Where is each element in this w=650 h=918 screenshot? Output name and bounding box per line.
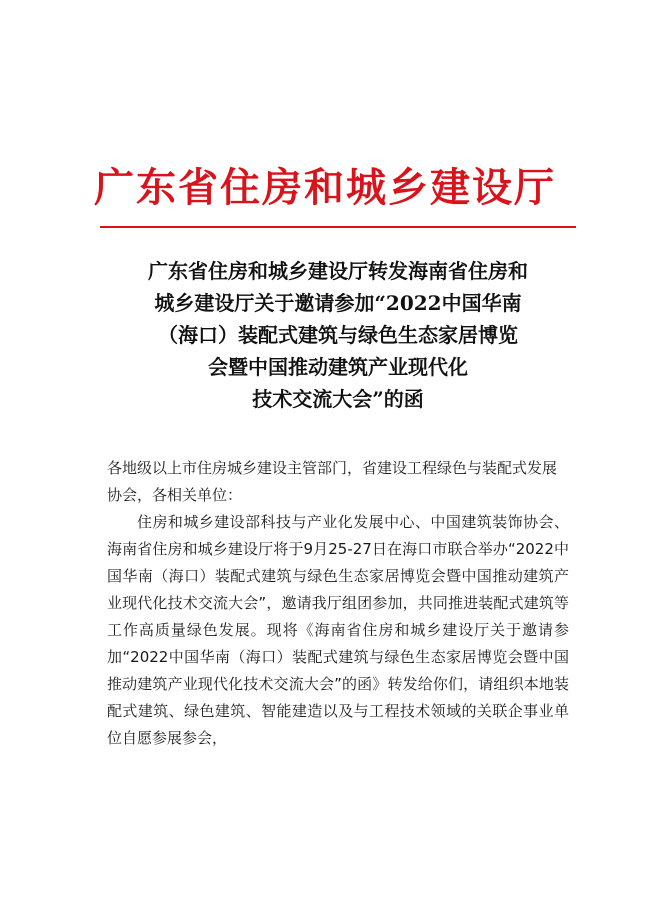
salutation: 各地级以上市住房城乡建设主管部门，省建设工程绿色与装配式发展协会，各相关单位： — [107, 459, 558, 504]
title-line-3: （海口）装配式建筑与绿色生态家居博览 — [158, 323, 518, 347]
title-line-5: 技术交流大会”的函 — [252, 387, 424, 411]
document-title — [100, 255, 576, 415]
issuing-organization-header: 广东省住房和城乡建设厅 — [94, 164, 556, 211]
title-line-2: 城乡建设厅关于邀请参加“2022中国华南 — [154, 291, 522, 315]
body-paragraph-1: 住房和城乡建设部科技与产业化发展中心、中国建筑装饰协会、海南省住房和城乡建设厅将于9月25-27日在海口市联合举办“2022中国华南（海口）装配式建筑与绿色生态家居博览会暨中国推动建筑产业现代化技术交流大会”，邀请我厅组团参加，共同推进装配式建筑等工作高质量绿色发展。现将《海南省住房和城乡建设厅关于邀请参加“2022中国华南（海口）装配式建筑与绿色生态家居博览会暨中国推动建筑产业现代化技术交流大会”的函》转发给你们，请组织本地装配式建筑、绿色建筑、智能建造以及与工程技术领域的关联企事业单位自愿参展参会， — [107, 513, 569, 747]
title-line-4: 会暨中国推动建筑产业现代化 — [208, 355, 468, 379]
red-header-rule — [100, 226, 576, 228]
title-line-1: 广东省住房和城乡建设厅转发海南省住房和 — [148, 259, 528, 283]
letter-body — [107, 455, 569, 752]
